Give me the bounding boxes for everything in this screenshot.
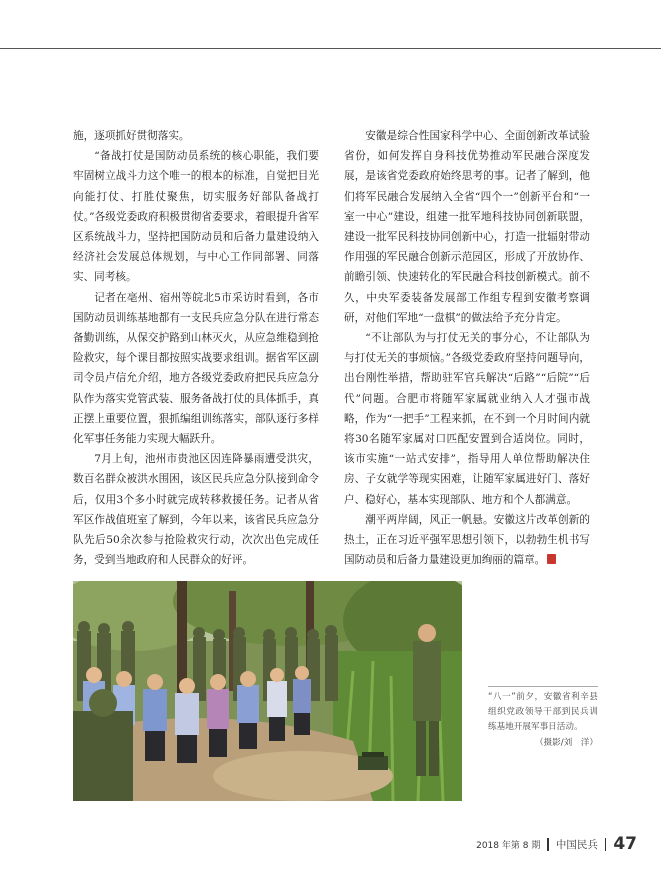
magazine-name: 中国民兵 [555,838,598,851]
paragraph: 安徽是综合性国家科学中心、全面创新改革试验省份，如何发挥自身科技优势推动军民融合深度发展，是该省党委政府始终思考的事。记者了解到，他们将军民融合发展纳入全省“四个一”创新平台和“一室一中心”建设，组建一批军地科技协同创新联盟，建设一批军民科技协同创新中心，打造一批辐射带动作用强的军民融合创新示范园区，形成了开放协作、前瞻引领、快速转化的军民融合科技创新模式。前不久，中央军委装备发展部工作组专程到安徽考察调研，对他们军地“一盘棋”的做法给予充分肯定。 [344,130,590,324]
paragraph: 施，逐项抓好贯彻落实。 [73,130,190,142]
photo-credit: （摄影/刘 洋） [534,738,598,748]
news-photo [73,581,462,801]
issue-label: 2018 年第 8 期 [476,840,541,851]
page-number: 47 [613,834,637,854]
footer-divider [605,838,607,851]
paragraph-text: 潮平两岸阔，风正一帆悬。安徽这片改革创新的热土，正在习近平强军思想引领下，以勃勃生机书写国防动员和后备力量建设更加绚丽的篇章。 [344,513,590,567]
paragraph: 记者在亳州、宿州等皖北5市采访时看到，各市国防动员训练基地都有一支民兵应急分队在进行常态备勤训练，从保交护路到山林灭火，从应急维稳到抢险救灾，每个课目都按照实战要求组训。据省军区副司令员卢信允介绍，地方各级党委政府把民兵应急分队作为落实党管武装、服务备战打仗的具体抓手，真正摆上重要位置，狠抓编组训练落实，部队逐行多样化军事任务能力实现大幅跃升。 [73,291,319,446]
header-rule [0,48,661,49]
photo-caption [488,690,598,751]
caption-rule [488,686,598,687]
article-column-right [344,126,590,570]
article-column-left [73,126,319,570]
paragraph-final [344,510,590,571]
paragraph: 7月上旬，池州市贵池区因连降暴雨遭受洪灾，数百名群众被洪水围困，该区民兵应急分队接到命令后，仅用3个多小时就完成转移救援任务。记者从省军区作战值班室了解到，今年以来，该省民兵应急分队先后50余次参与抢险救灾行动，次次出色完成任务，受到当地政府和人民群众的好评。 [73,453,319,567]
paragraph: “备战打仗是国防动员系统的核心职能，我们要牢固树立战斗力这个唯一的根本的标准，自觉把目光向能打仗、打胜仗聚焦，切实服务好部队备战打仗。”各级党委政府积极贯彻省委要求，着眼提升省军区系统战斗力，坚持把国防动员和后备力量建设纳入经济社会发展总体规划，与中心工作同部署、同落实、同考核。 [73,150,319,284]
footer-divider [547,838,549,851]
caption-text: “八一”前夕，安徽省利辛县组织党政领导干部到民兵训练基地开展军事日活动。 [488,692,598,732]
page-footer [476,834,637,854]
photo-illustration [73,581,462,801]
article-end-mark-icon [547,554,556,564]
paragraph: “不让部队为与打仗无关的事分心，不让部队为与打仗无关的事烦恼。”各级党委政府坚持问题导向，出台刚性举措，帮助驻军官兵解决“后路”“后院”“后代”问题。合肥市将随军家属就业纳入人才强市战略，作为“一把手”工程来抓，在不到一个月时间内就将30名随军家属对口匹配安置到合适岗位。同时，该市实施“一站式安排”，指导用人单位帮助解决住房、子女就学等现实困难，让随军家属进好门、落好户、稳好心，基本实现部队、地方和个人都满意。 [344,332,590,506]
